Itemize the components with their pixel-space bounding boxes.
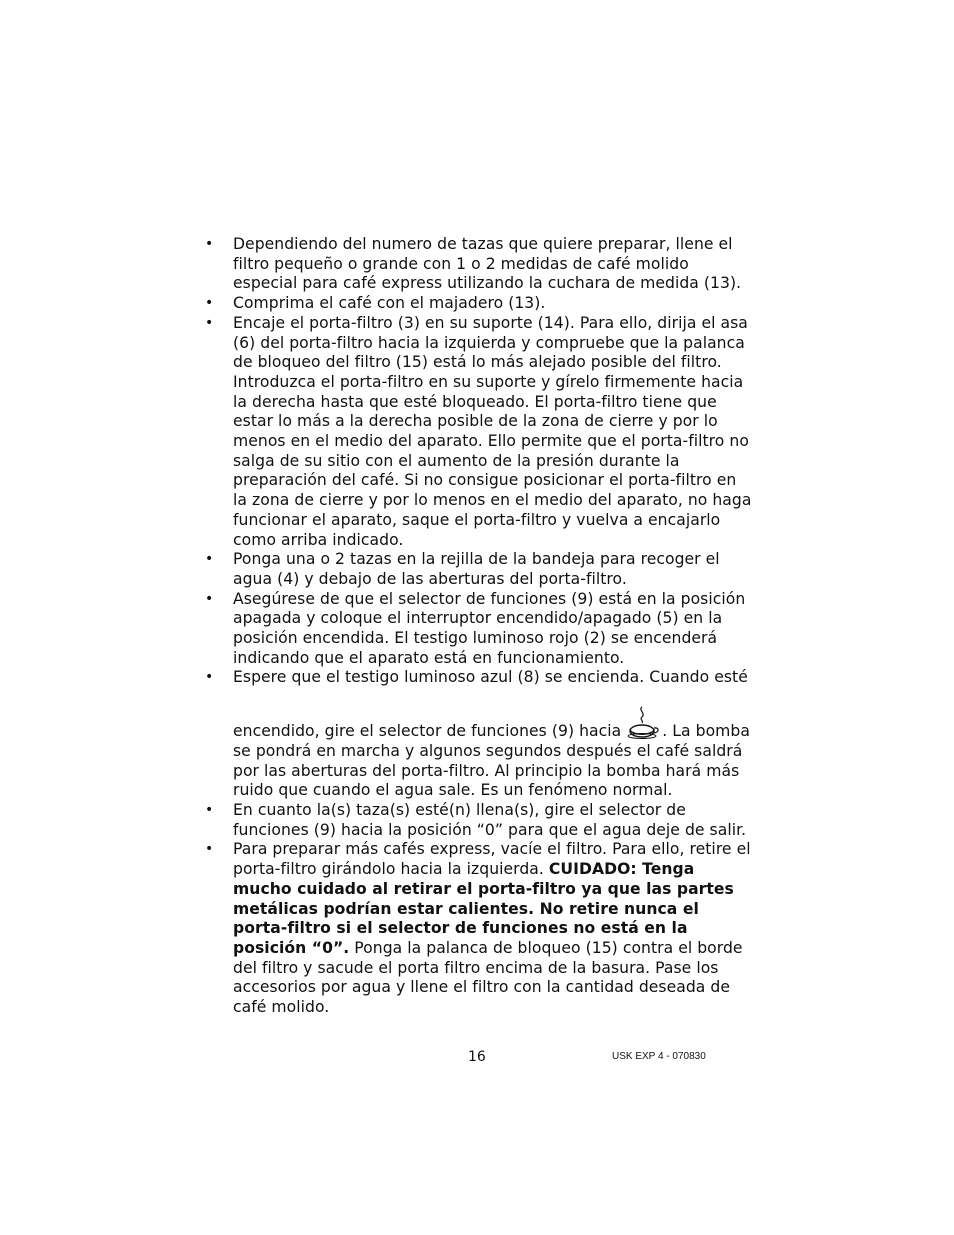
list-item	[205, 590, 753, 669]
list-item-text: Asegúrese de que el selector de funciones (9) está en la posición apagada y coloque el interruptor encendido/apagado (5) en la posición encendida. El testigo luminoso rojo (2) se encenderá indicando que el aparato está en funcionamiento.	[233, 589, 746, 667]
list-item-text: En cuanto la(s) taza(s) esté(n) llena(s), gire el selector de funciones (9) hacia la posición “0” para que el agua deje de salir.	[233, 800, 747, 839]
list-item-text: Encaje el porta-filtro (3) en su suporte (14). Para ello, dirija el asa (6) del porta-filtro hacia la izquierda y compruebe que la palanca de bloqueo del filtro (15) está lo más alejado posible del filtro. Introduzca el porta-filtro en su suporte y gírelo firmemente hacia la derecha hasta que esté bloqueado. El porta-filtro tiene que estar lo más a la derecha posible de la zona de cierre y por lo menos en el medio del aparato. Ello permite que el porta-filtro no salga de su sitio con el aumento de la presión durante la preparación del café. Si no consigue posicionar el porta-filtro en la zona de cierre y por lo menos en el medio del aparato, no haga funcionar el aparato, saque el porta-filtro y vuelva a encajarlo como arriba indicado.	[233, 313, 752, 549]
list-item-text: Ponga una o 2 tazas en la rejilla de la bandeja para recoger el agua (4) y debajo de las aberturas del porta-filtro.	[233, 550, 720, 588]
list-item	[205, 294, 753, 314]
list-item	[205, 801, 753, 840]
list-item	[205, 668, 753, 801]
list-item-text: Para preparar más cafés express, vacíe el filtro. Para ello, retire el porta-filtro girándolo hacia la izquierda.	[233, 840, 751, 879]
list-item	[205, 840, 753, 1017]
list-item-text: Dependiendo del numero de tazas que quiere preparar, llene el filtro pequeño o grande con 1 o 2 medidas de café molido especial para café express utilizando la cuchara de medida (13).	[233, 235, 742, 293]
instructions-body	[205, 235, 753, 1018]
cup-line	[233, 705, 753, 801]
warning-text: CUIDADO: Tenga mucho cuidado al retirar el porta-filtro ya que las partes metálicas podrían estar calientes. No retire nunca el porta-filtro si el selector de funciones no está en la posición “0”.	[233, 860, 734, 957]
list-item-text: Comprima el café con el majadero (13).	[233, 294, 546, 313]
document-code: USK EXP 4 - 070830	[612, 1051, 706, 1062]
list-item-text: encendido, gire el selector de funciones (9) hacia	[233, 722, 622, 741]
list-item-text: . La bomba se pondrá en marcha y algunos segundos después el café saldrá por las aberturas del porta-filtro. Al principio la bomba hará más ruido que cuando el agua sale. Es un fenómeno normal.	[233, 722, 750, 800]
page-number: 16	[468, 1049, 486, 1065]
coffee-cup-icon	[627, 705, 661, 739]
list-item	[205, 550, 753, 589]
list-item-text: Espere que el testigo luminoso azul (8) se encienda. Cuando esté	[233, 668, 748, 687]
list-item-text: Ponga la palanca de bloqueo (15) contra el borde del filtro y sacude el porta filtro encima de la basura. Pase los accesorios por agua y llene el filtro con la cantidad deseada de café molido.	[233, 938, 743, 1017]
instruction-list	[205, 235, 753, 1018]
list-item	[205, 235, 753, 294]
list-item	[205, 314, 753, 550]
